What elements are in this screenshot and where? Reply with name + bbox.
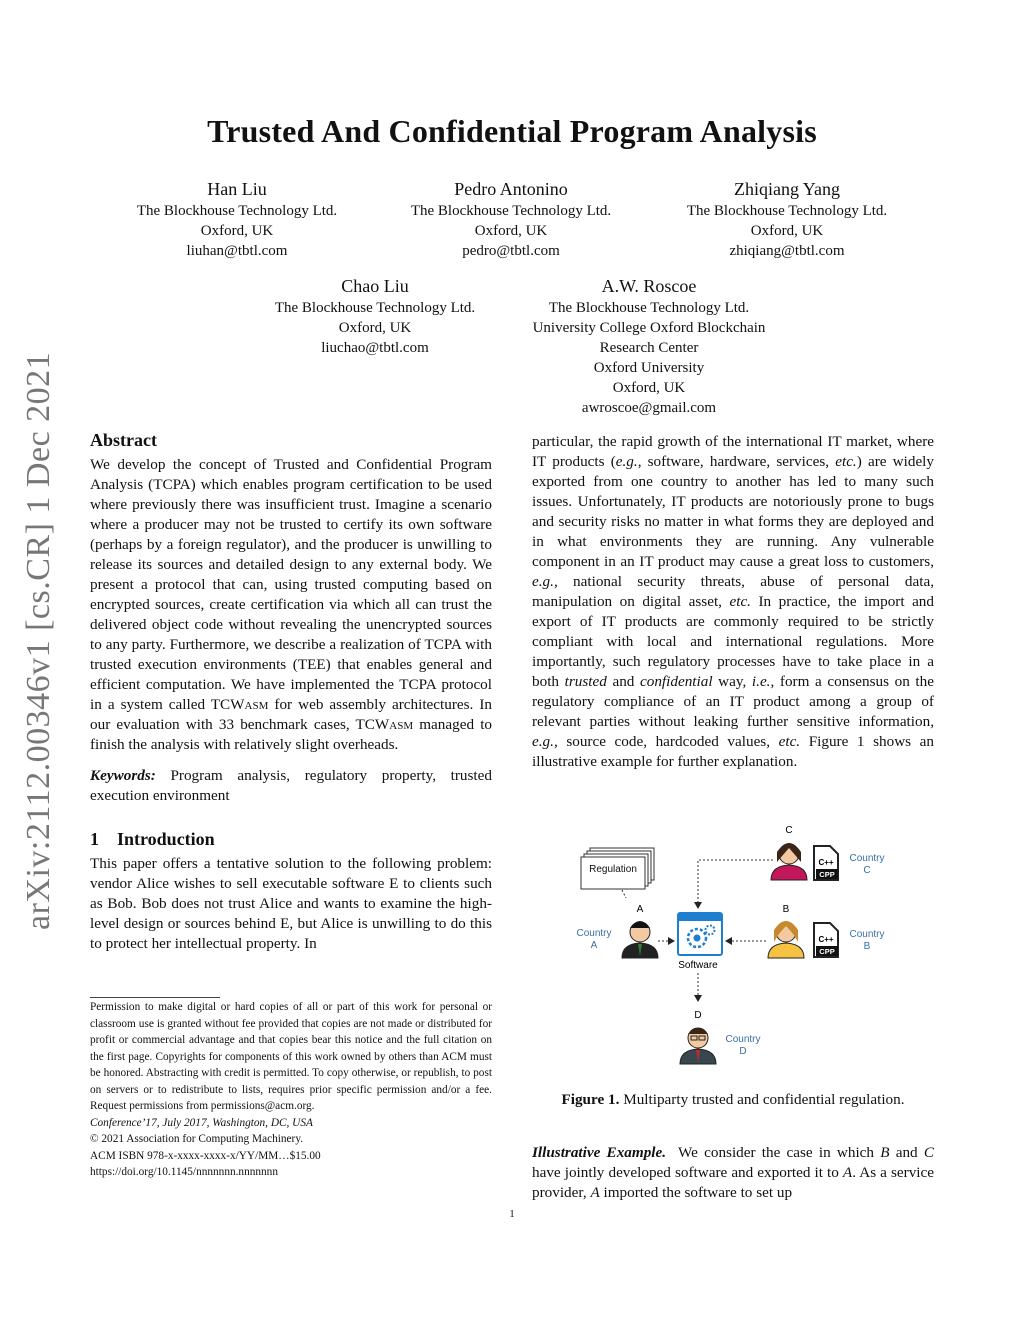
page-number: 1 <box>509 1208 515 1220</box>
node-label-b: B <box>782 904 790 915</box>
author-affiliation: Oxford University <box>593 360 705 376</box>
footnote <box>90 999 492 1181</box>
regulation-document <box>581 848 654 889</box>
country-c-letter: C <box>863 865 871 876</box>
cpp-file-icon <box>814 923 838 957</box>
author-block <box>640 178 934 261</box>
body-paragraph: particular, the rapid growth of the international IT market, where IT products (e.g., software, hardware, services, etc.) are widely exported from one country to another has led to many such issues. Unfortunately, IT products are notoriously prone to bugs and security risks no matter in what forms they are deployed and in what environments they are running. Any vulnerable component in an IT product may cause a great loss to customers, e.g., national security threats, abuse of personal data, manipulation on digital asset, etc. In practice, the import and export of IT products are commonly required to be strictly compliant with local and international regulations. More importantly, such regulatory processes have to take place in a both trusted and confidential way, i.e., form a consensus on the regulatory compliance of an IT product among a group of relevant parties without leaking further sensitive information, e.g., source code, hardcoded values, etc. Figure 1 shows an illustrative example for further explanation. <box>532 433 934 770</box>
country-b-letter: B <box>863 941 871 952</box>
author-email: zhiqiang@tbtl.com <box>729 243 845 259</box>
body-paragraph: Illustrative Example. We consider the case in which B and C have jointly developed software and exported it to A. As a service provider, A imported the software to set up <box>532 1144 934 1201</box>
node-label-a: A <box>636 904 644 915</box>
software-label: Software <box>678 960 718 971</box>
svg-text:C++: C++ <box>818 935 834 944</box>
paper-title: Trusted And Confidential Program Analysis <box>207 113 817 149</box>
conference-info: Conference’17, July 2017, Washington, DC, USA <box>90 1116 313 1129</box>
doi-link[interactable]: https://doi.org/10.1145/nnnnnnn.nnnnnnn <box>90 1166 278 1178</box>
author-block <box>228 275 522 358</box>
person-c-icon <box>771 843 807 880</box>
author-block <box>364 178 658 261</box>
svg-text:CPP: CPP <box>819 947 835 956</box>
arrow-c-to-software <box>698 860 773 908</box>
author-affiliation: The Blockhouse Technology Ltd. <box>548 300 750 316</box>
figure-1-diagram <box>560 818 910 1073</box>
author-name: Han Liu <box>207 179 267 199</box>
arxiv-identifier: arXiv:2112.00346v1 [cs.CR] 1 Dec 2021 <box>20 351 57 930</box>
illustrative-example <box>532 1143 934 1203</box>
author-affiliation: Research Center <box>599 340 699 356</box>
author-email: pedro@tbtl.com <box>462 243 560 259</box>
arrow-regulation <box>622 890 626 898</box>
section-heading-introduction: 1 Introduction <box>90 829 215 849</box>
person-d-icon <box>680 1028 716 1064</box>
author-email: liuchao@tbtl.com <box>321 340 429 356</box>
isbn: ACM ISBN 978-x-xxxx-xxxx-x/YY/MM…$15.00 <box>90 1149 321 1162</box>
author-affiliation: The Blockhouse Technology Ltd. <box>136 203 338 219</box>
author-block <box>90 178 384 261</box>
country-c-label: Country <box>849 853 885 864</box>
country-b-label: Country <box>849 929 885 940</box>
author-affiliation: The Blockhouse Technology Ltd. <box>274 300 476 316</box>
copyright-notice: © 2021 Association for Computing Machinery. <box>90 1133 304 1145</box>
author-name: Pedro Antonino <box>454 179 568 199</box>
country-d-letter: D <box>739 1046 747 1057</box>
right-column <box>532 432 934 772</box>
node-label-d: D <box>694 1010 702 1021</box>
author-name: A.W. Roscoe <box>601 276 697 296</box>
abstract-heading: Abstract <box>90 430 157 450</box>
author-location: Oxford, UK <box>338 320 412 336</box>
svg-text:CPP: CPP <box>819 870 835 879</box>
figure-caption: Figure 1. Multiparty trusted and confidential regulation. <box>561 1091 905 1108</box>
intro-text: This paper offers a tentative solution to the following problem: vendor Alice wishes to sell executable software E to clients such as Bob. Bob does not trust Alice and wants to examine the high-level design or sources behind E, but Alice is unwilling to do this to protect her intellectual property. In <box>90 855 492 952</box>
author-location: Oxford, UK <box>750 223 824 239</box>
author-name: Zhiqiang Yang <box>733 179 840 199</box>
author-location: Oxford, UK <box>200 223 274 239</box>
abstract-text: We develop the concept of Trusted and Confidential Program Analysis (TCPA) which enables program certification to be used where previously there was insufficient trust. Imagine a scenario where a producer may not be trusted to certify its own software (perhaps by a foreign regulator), and the producer is unwilling to release its sources and detailed design to any external body. We present a protocol that can, using trusted computing based on encrypted sources, create certification via which all can trust the delivered object code without revealing the unencrypted sources to any party. Furthermore, we describe a realization of TCPA with trusted execution environments (TEE) that enables general and efficient computation. We have implemented the TCPA protocol in a system called TCWasm for web assembly architectures. In our evaluation with 33 benchmark cases, TCWasm managed to finish the analysis with relatively slight overheads. <box>90 456 493 753</box>
node-label-c: C <box>785 825 793 836</box>
author-affiliation: The Blockhouse Technology Ltd. <box>686 203 888 219</box>
cpp-file-icon <box>814 846 838 880</box>
author-affiliation: The Blockhouse Technology Ltd. <box>410 203 612 219</box>
country-a-letter: A <box>590 940 598 951</box>
person-b-icon <box>768 921 804 958</box>
person-a-icon <box>622 921 658 958</box>
software-icon <box>678 913 722 955</box>
footnote-divider <box>90 997 220 998</box>
author-email: awroscoe@gmail.com <box>581 400 717 416</box>
country-a-label: Country <box>576 928 612 939</box>
country-d-label: Country <box>725 1034 761 1045</box>
author-block <box>502 275 796 418</box>
regulation-label: Regulation <box>589 864 637 875</box>
left-column <box>90 430 492 954</box>
permission-notice: Permission to make digital or hard copies of all or part of this work for personal or classroom use is granted without fee provided that copies are not made or distributed for profit or commercial advantage and that copies bear this notice and the full citation on the first page. Copyrights for components of this work owned by others than ACM must be honored. Abstracting with credit is permitted. To copy otherwise, or republish, to post on servers or to redistribute to lists, requires prior specific permission and/or a fee. Request permissions from permissions@acm.org. <box>90 1001 492 1112</box>
author-name: Chao Liu <box>341 276 409 296</box>
author-location: Oxford, UK <box>612 380 686 396</box>
author-location: Oxford, UK <box>474 223 548 239</box>
author-email: liuhan@tbtl.com <box>186 243 288 259</box>
keywords: Keywords: Program analysis, regulatory property, trusted execution environment <box>90 767 492 804</box>
author-affiliation: University College Oxford Blockchain <box>532 320 766 336</box>
svg-text:C++: C++ <box>818 858 834 867</box>
